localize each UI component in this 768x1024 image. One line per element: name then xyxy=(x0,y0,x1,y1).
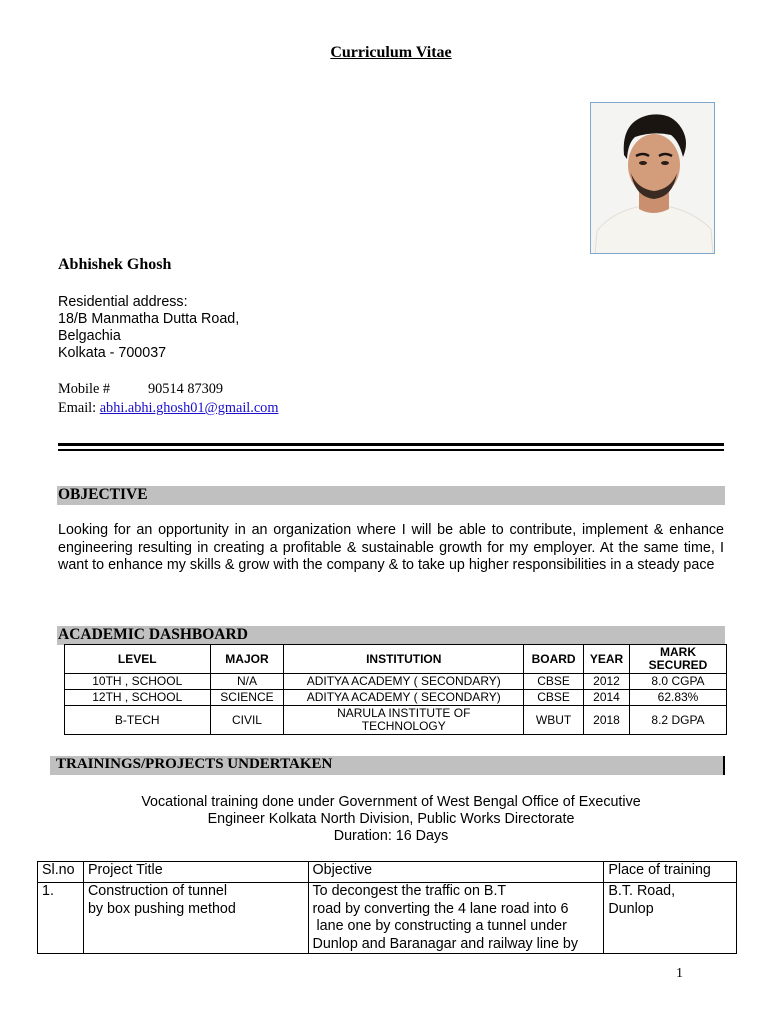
cell-slno: 1. xyxy=(38,883,84,954)
cell-mark: 8.0 CGPA xyxy=(629,674,726,690)
table-row xyxy=(65,706,727,735)
candidate-name: Abhishek Ghosh xyxy=(58,256,172,273)
objective-line: To decongest the traffic on B.T xyxy=(312,883,507,899)
intro-line: Duration: 16 Days xyxy=(333,828,449,844)
address-line: Kolkata - 700037 xyxy=(58,345,167,361)
cell-mark: 62.83% xyxy=(629,690,726,706)
cell-objective xyxy=(308,883,604,954)
objective-line: lane one by constructing a tunnel under xyxy=(312,918,567,934)
col-slno: Sl.no xyxy=(38,862,84,883)
cell-board: WBUT xyxy=(524,706,584,735)
col-mark-secured: MARK SECURED xyxy=(629,645,726,674)
objective-line: road by converting the 4 lane road into 6 xyxy=(312,900,569,917)
cell-year: 2018 xyxy=(584,706,630,735)
academic-heading: ACADEMIC DASHBOARD xyxy=(58,626,248,643)
mobile-row xyxy=(58,380,278,399)
address-label: Residential address: xyxy=(58,294,188,310)
cell-mark: 8.2 DGPA xyxy=(629,706,726,735)
cell-year: 2012 xyxy=(584,674,630,690)
address-line: 18/B Manmatha Dutta Road, xyxy=(58,311,240,327)
col-place: Place of training xyxy=(604,862,737,883)
table-row xyxy=(65,690,727,706)
col-level: LEVEL xyxy=(65,645,211,674)
cell-major: N/A xyxy=(210,674,284,690)
profile-photo xyxy=(590,102,715,254)
email-row xyxy=(58,399,278,418)
cell-major: SCIENCE xyxy=(210,690,284,706)
cell-institution: ADITYA ACADEMY ( SECONDARY) xyxy=(284,690,524,706)
table-row xyxy=(38,883,737,954)
residential-address xyxy=(58,294,239,362)
page-number: 1 xyxy=(676,966,683,981)
cell-place xyxy=(604,883,737,954)
trainings-heading: TRAININGS/PROJECTS UNDERTAKEN xyxy=(56,756,333,772)
cell-level: B-TECH xyxy=(65,706,211,735)
cell-level: 10TH , SCHOOL xyxy=(65,674,211,690)
objective-heading-bar xyxy=(57,486,725,505)
cell-board: CBSE xyxy=(524,690,584,706)
document-title: Curriculum Vitae xyxy=(330,44,452,61)
col-major: MAJOR xyxy=(210,645,284,674)
email-link[interactable]: abhi.abhi.ghosh01@gmail.com xyxy=(99,400,279,416)
objective-heading: OBJECTIVE xyxy=(58,486,148,503)
academic-heading-bar xyxy=(57,626,725,645)
mobile-number: 90514 87309 xyxy=(148,381,224,397)
divider-thin xyxy=(58,449,724,451)
mobile-label: Mobile # xyxy=(58,381,111,397)
address-line: Belgachia xyxy=(58,328,121,344)
intro-line: Vocational training done under Government of West Bengal Office of Executive xyxy=(141,794,641,810)
projects-table-header xyxy=(38,862,737,883)
cell-project-title xyxy=(83,883,308,954)
academic-table xyxy=(64,644,727,735)
cell-institution: ADITYA ACADEMY ( SECONDARY) xyxy=(284,674,524,690)
projects-table xyxy=(37,861,737,954)
cell-level: 12TH , SCHOOL xyxy=(65,690,211,706)
person-portrait-icon xyxy=(591,103,715,254)
trainings-heading-bar xyxy=(50,756,725,775)
table-row xyxy=(65,674,727,690)
cell-year: 2014 xyxy=(584,690,630,706)
cell-institution: NARULA INSTITUTE OF TECHNOLOGY xyxy=(284,706,524,735)
intro-line: Engineer Kolkata North Division, Public Works Directorate xyxy=(207,811,575,827)
objective-line: Dunlop and Baranagar and railway line by xyxy=(312,935,578,952)
cell-major: CIVIL xyxy=(210,706,284,735)
place-line: Dunlop xyxy=(608,900,654,917)
contact-info xyxy=(58,380,278,418)
cell-board: CBSE xyxy=(524,674,584,690)
title-line: Construction of tunnel xyxy=(87,883,228,899)
divider-thick xyxy=(58,443,724,446)
vocational-training-intro xyxy=(0,794,768,845)
col-project-title: Project Title xyxy=(83,862,308,883)
email-label: Email: xyxy=(58,400,97,416)
objective-text: Looking for an opportunity in an organization where I will be able to contribute, implement & enhance engineering resulting in creating a profitable & sustainable growth for my employer. At the same time, I want to enhance my skills & grow with the company & to take up higher responsibilities in a steady pace xyxy=(58,522,724,573)
title-line: by box pushing method xyxy=(87,900,236,917)
col-institution: INSTITUTION xyxy=(284,645,524,674)
col-year: YEAR xyxy=(584,645,630,674)
col-board: BOARD xyxy=(524,645,584,674)
col-objective: Objective xyxy=(308,862,604,883)
place-line: B.T. Road, xyxy=(608,883,676,899)
academic-table-header xyxy=(65,645,727,674)
